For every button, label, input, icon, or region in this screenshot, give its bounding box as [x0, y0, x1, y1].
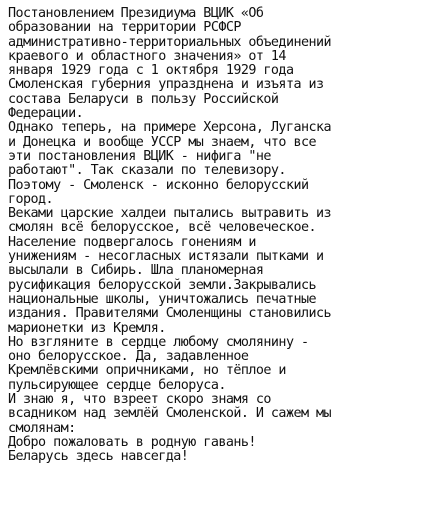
text-line: национальные школы, уничтожались печатные [8, 291, 316, 307]
text-line: Но взгляните в сердце любому смолянину - [8, 334, 309, 350]
text-line: и Донецка и вообще УССР мы знаем, что все [8, 134, 316, 150]
text-line: Смоленская губерния упразднена и изъята из [8, 77, 324, 93]
text-line: И знаю я, что взреет скоро знамя со [8, 392, 271, 408]
text-line: русификация белорусской земли.Закрывались [8, 277, 316, 293]
text-line: краевого и областного значения» от 14 [8, 48, 286, 64]
text-line: Федерации. [8, 106, 84, 122]
text-line: издания. Правителями Смоленщины становились [8, 306, 332, 322]
text-line: Поэтому - Смоленск - исконно белорусский [8, 177, 309, 193]
text-line: Беларусь здесь навсегда! [8, 449, 189, 465]
document-body [8, 7, 444, 465]
text-line: административно-территориальных объединений [8, 34, 332, 50]
text-line: Население подвергалось гонениям и [8, 234, 256, 250]
text-line: Кремлёвскими опричниками, но тёплое и [8, 363, 286, 379]
text-line: Постановлением Президиума ВЦИК «Об [8, 6, 264, 21]
text-line: Веками царские халдеи пытались вытравить из [8, 206, 332, 222]
text-line: образовании на территории РСФСР [8, 20, 241, 36]
text-line: оно белорусское. Да, задавленное [8, 349, 249, 365]
text-line: работают". Так сказали по телевизору. [8, 163, 286, 179]
text-line: состава Беларуси в пользу Российской [8, 91, 279, 107]
text-line: город. [8, 191, 54, 207]
text-line: Добро пожаловать в родную гавань! [8, 434, 256, 450]
text-line: смолянам: [8, 420, 76, 436]
text-line: Однако теперь, на примере Херсона, Луганска [8, 120, 332, 136]
text-line: эти постановления ВЦИК - нифига "не [8, 148, 271, 164]
text-line: всадником над землёй Смоленской. И сажем мы [8, 406, 332, 422]
text-line: высылали в Сибирь. Шла планомерная [8, 263, 264, 279]
text-line: марионетки из Кремля. [8, 320, 166, 336]
text-line: унижениям - несогласных истязали пытками и [8, 249, 324, 265]
text-line: января 1929 года с 1 октября 1929 года [8, 63, 294, 79]
text-line: пульсирующее сердце белоруса. [8, 377, 226, 393]
text-line: смолян всё белорусское, всё человеческое. [8, 220, 316, 236]
